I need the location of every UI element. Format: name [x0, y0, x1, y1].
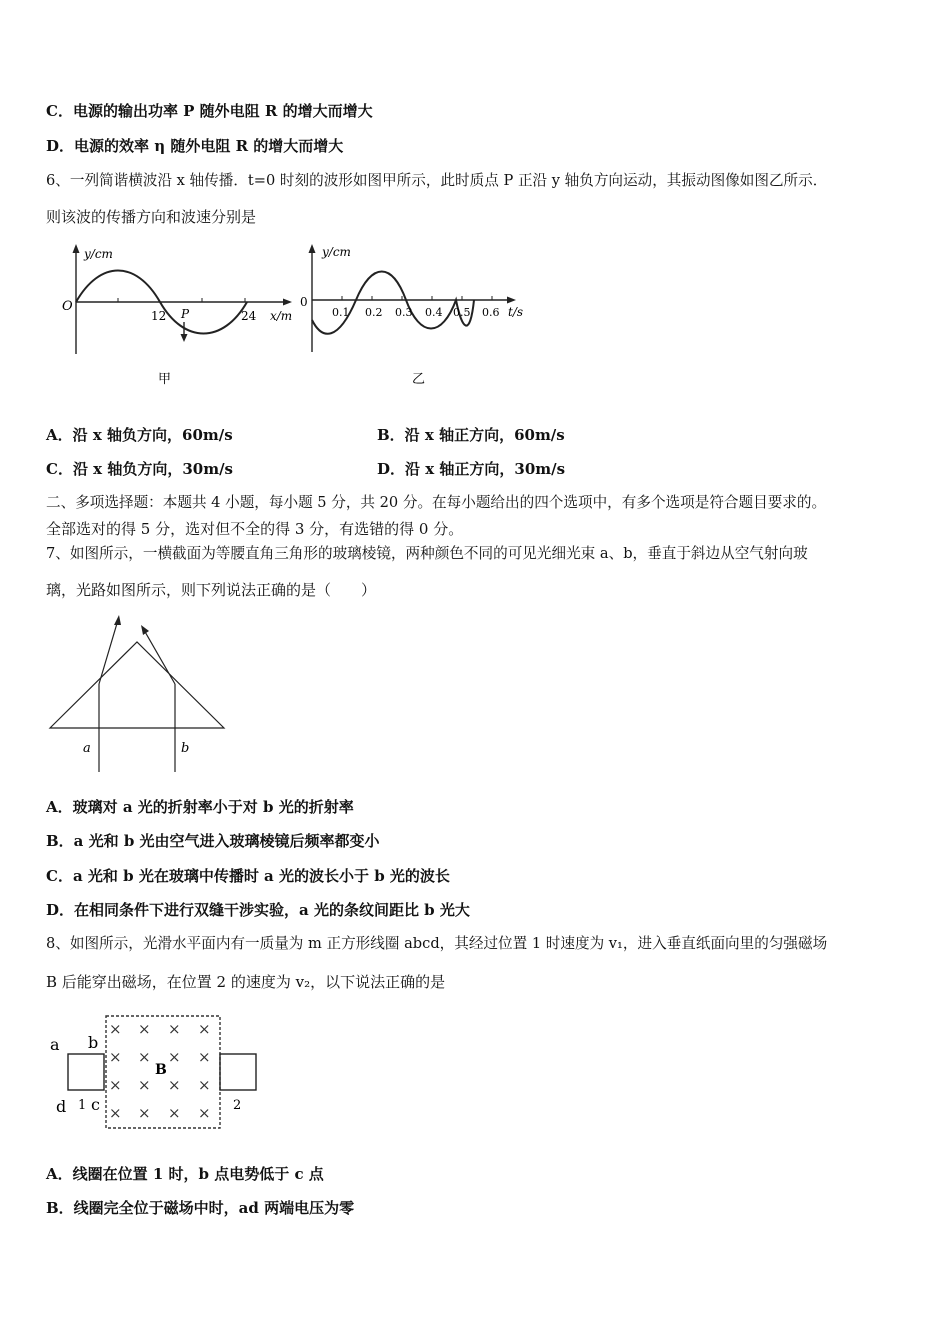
q6-figure-yi — [296, 240, 536, 390]
yi-x-arrow — [507, 297, 516, 304]
q8-coil-field-figure — [44, 1010, 264, 1135]
yi-tick: 0.3 — [395, 306, 413, 319]
field-cross: × — [198, 1076, 211, 1094]
yi-caption: 乙 — [412, 372, 426, 387]
section2-heading-line2: 全部选对的得 5 分，选对但不全的得 3 分，有选错的得 0 分。 — [46, 520, 464, 538]
ray-a-refracted — [99, 620, 118, 684]
corner-a: a — [50, 1035, 60, 1054]
field-cross: × — [198, 1020, 211, 1038]
q8-stem-line1: 8、如图所示，光滑水平面内有一质量为 m 正方形线圈 abcd，其经过位置 1 时速度为 v₁，进入垂直纸面向里的匀强磁场 — [46, 935, 828, 952]
prism-triangle — [50, 642, 224, 728]
field-cross: × — [168, 1104, 181, 1122]
yi-origin: 0 — [300, 295, 308, 309]
position-2-label: 2 — [233, 1098, 242, 1113]
ray-b-refracted — [144, 630, 175, 684]
q7-stem-line1: 7、如图所示，一横截面为等腰直角三角形的玻璃棱镜，两种颜色不同的可见光细光束 a、b，垂直于斜边从空气射向玻 — [46, 545, 808, 562]
field-label-b: B — [155, 1062, 167, 1078]
q7-option-d: D．在相同条件下进行双缝干涉实验，a 光的条纹间距比 b 光大 — [46, 901, 470, 919]
ray-a-label: a — [83, 741, 91, 756]
q6-option-a: A．沿 x 轴负方向，60m/s — [46, 426, 233, 444]
yi-vibration-curve — [312, 272, 474, 334]
field-cross: × — [109, 1076, 122, 1094]
yi-tick: 0.4 — [425, 306, 443, 319]
jia-tick-12: 12 — [151, 309, 167, 323]
q6-option-c: C．沿 x 轴负方向，30m/s — [46, 460, 233, 478]
q5-option-d: D．电源的效率 η 随外电阻 R 的增大而增大 — [46, 137, 344, 155]
yi-y-arrow — [309, 244, 316, 253]
field-cross: × — [109, 1048, 122, 1066]
yi-tick: 0.6 — [482, 306, 500, 319]
jia-tick-24: 24 — [241, 309, 257, 323]
jia-caption: 甲 — [158, 372, 172, 387]
field-cross: × — [198, 1048, 211, 1066]
yi-ylabel: y/cm — [322, 245, 351, 259]
jia-ylabel: y/cm — [84, 247, 113, 261]
coil-position-1 — [68, 1054, 104, 1090]
q7-prism-figure — [44, 612, 234, 782]
jia-point-p: P — [181, 307, 190, 321]
corner-c: c — [91, 1095, 100, 1114]
q7-stem-line2: 璃，光路如图所示，则下列说法正确的是（ ） — [46, 581, 377, 599]
q5-option-c: C．电源的输出功率 P 随外电阻 R 的增大而增大 — [46, 102, 373, 120]
field-cross: × — [109, 1020, 122, 1038]
field-cross: × — [138, 1020, 151, 1038]
q6-stem-line1: 6、一列简谐横波沿 x 轴传播．t=0 时刻的波形如图甲所示，此时质点 P 正沿 y 轴负方向运动，其振动图像如图乙所示． — [46, 172, 828, 189]
field-cross: × — [138, 1076, 151, 1094]
field-cross: × — [138, 1048, 151, 1066]
field-cross: × — [198, 1104, 211, 1122]
q8-option-a: A．线圈在位置 1 时，b 点电势低于 c 点 — [46, 1165, 324, 1183]
field-cross: × — [168, 1020, 181, 1038]
corner-b: b — [88, 1033, 99, 1052]
field-cross: × — [168, 1076, 181, 1094]
q8-stem-line2: B 后能穿出磁场，在位置 2 的速度为 v₂，以下说法正确的是 — [46, 973, 446, 991]
q6-stem-line2: 则该波的传播方向和波速分别是 — [46, 208, 257, 226]
field-cross: × — [109, 1104, 122, 1122]
yi-tick: 0.2 — [365, 306, 383, 319]
ray-b-label: b — [181, 741, 190, 756]
position-1-label: 1 — [78, 1098, 87, 1113]
q7-option-b: B．a 光和 b 光由空气进入玻璃棱镜后频率都变小 — [46, 832, 380, 850]
jia-x-arrow — [283, 299, 292, 306]
jia-y-arrow — [73, 244, 80, 253]
coil-position-2 — [220, 1054, 256, 1090]
q8-option-b: B．线圈完全位于磁场中时，ad 两端电压为零 — [46, 1199, 355, 1217]
yi-tick: 0.5 — [453, 306, 471, 319]
q7-option-a: A．玻璃对 a 光的折射率小于对 b 光的折射率 — [46, 798, 354, 816]
yi-xlabel: t/s — [508, 305, 524, 319]
jia-origin: O — [62, 299, 73, 314]
q7-option-c: C．a 光和 b 光在玻璃中传播时 a 光的波长小于 b 光的波长 — [46, 867, 450, 885]
q6-option-d: D．沿 x 轴正方向，30m/s — [377, 460, 566, 478]
q6-figure-jia — [50, 240, 300, 390]
yi-tick: 0.1 — [332, 306, 350, 319]
field-cross: × — [138, 1104, 151, 1122]
field-cross: × — [168, 1048, 181, 1066]
section2-heading-line1: 二、多项选择题：本题共 4 小题，每小题 5 分，共 20 分。在每小题给出的四个选项中，有多个选项是符合题目要求的。 — [46, 494, 827, 511]
jia-xlabel: x/m — [270, 309, 293, 323]
q6-option-b: B．沿 x 轴正方向，60m/s — [377, 426, 565, 444]
corner-d: d — [56, 1097, 67, 1116]
